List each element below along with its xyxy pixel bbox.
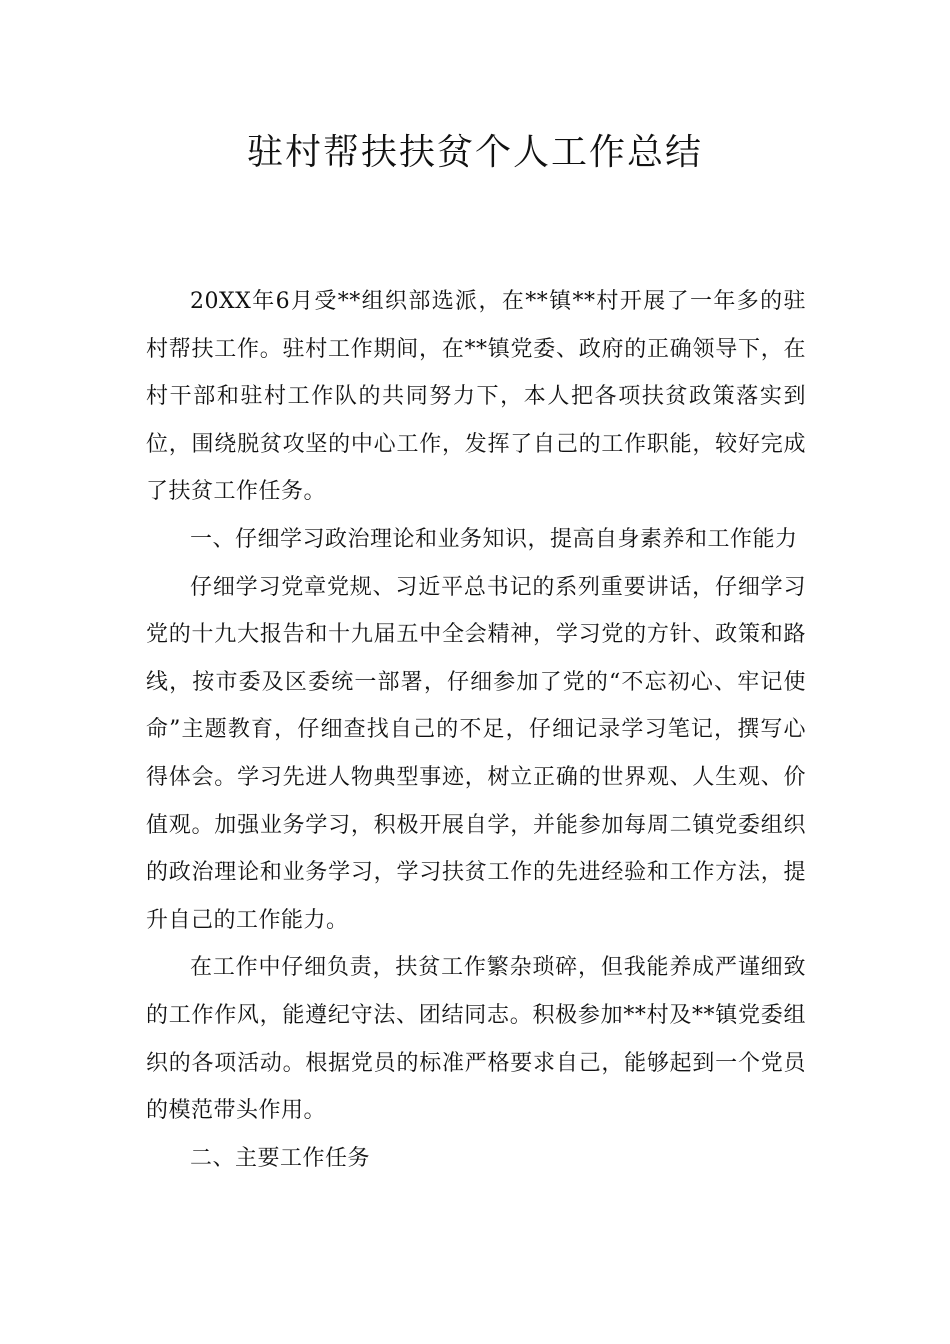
- paragraph-intro: 20XX年6月受**组织部选派，在**镇**村开展了一年多的驻村帮扶工作。驻村工作期间，在**镇党委、政府的正确领导下，在村干部和驻村工作队的共同努力下，本人把各项扶贫政策落实到位，围绕脱贫攻坚的中心工作，发挥了自己的工作职能，较好完成了扶贫工作任务。: [146, 289, 806, 505]
- paragraph-study: 仔细学习党章党规、习近平总书记的系列重要讲话，仔细学习党的十九大报告和十九届五中全会精神，学习党的方针、政策和路线，按市委及区委统一部署，仔细参加了党的“不忘初心、牢记使命”主题教育，仔细查找自己的不足，仔细记录学习笔记，撰写心得体会。学习先进人物典型事迹，树立正确的世界观、人生观、价值观。加强业务学习，积极开展自学，并能参加每周二镇党委组织的政治理论和业务学习，学习扶贫工作的先进经验和工作方法，提升自己的工作能力。: [146, 574, 806, 933]
- section-heading-2: 二、主要工作任务: [190, 1145, 371, 1171]
- document-title: 驻村帮扶扶贫个人工作总结: [246, 132, 703, 173]
- paragraph-conduct: 在工作中仔细负责，扶贫工作繁杂琐碎，但我能养成严谨细致的工作作风，能遵纪守法、团结同志。积极参加**村及**镇党委组织的各项活动。根据党员的标准严格要求自己，能够起到一个党员的模范带头作用。: [146, 955, 806, 1124]
- section-heading-1: 一、仔细学习政治理论和业务知识，提高自身素养和工作能力: [190, 526, 798, 552]
- document-body: [146, 278, 806, 1182]
